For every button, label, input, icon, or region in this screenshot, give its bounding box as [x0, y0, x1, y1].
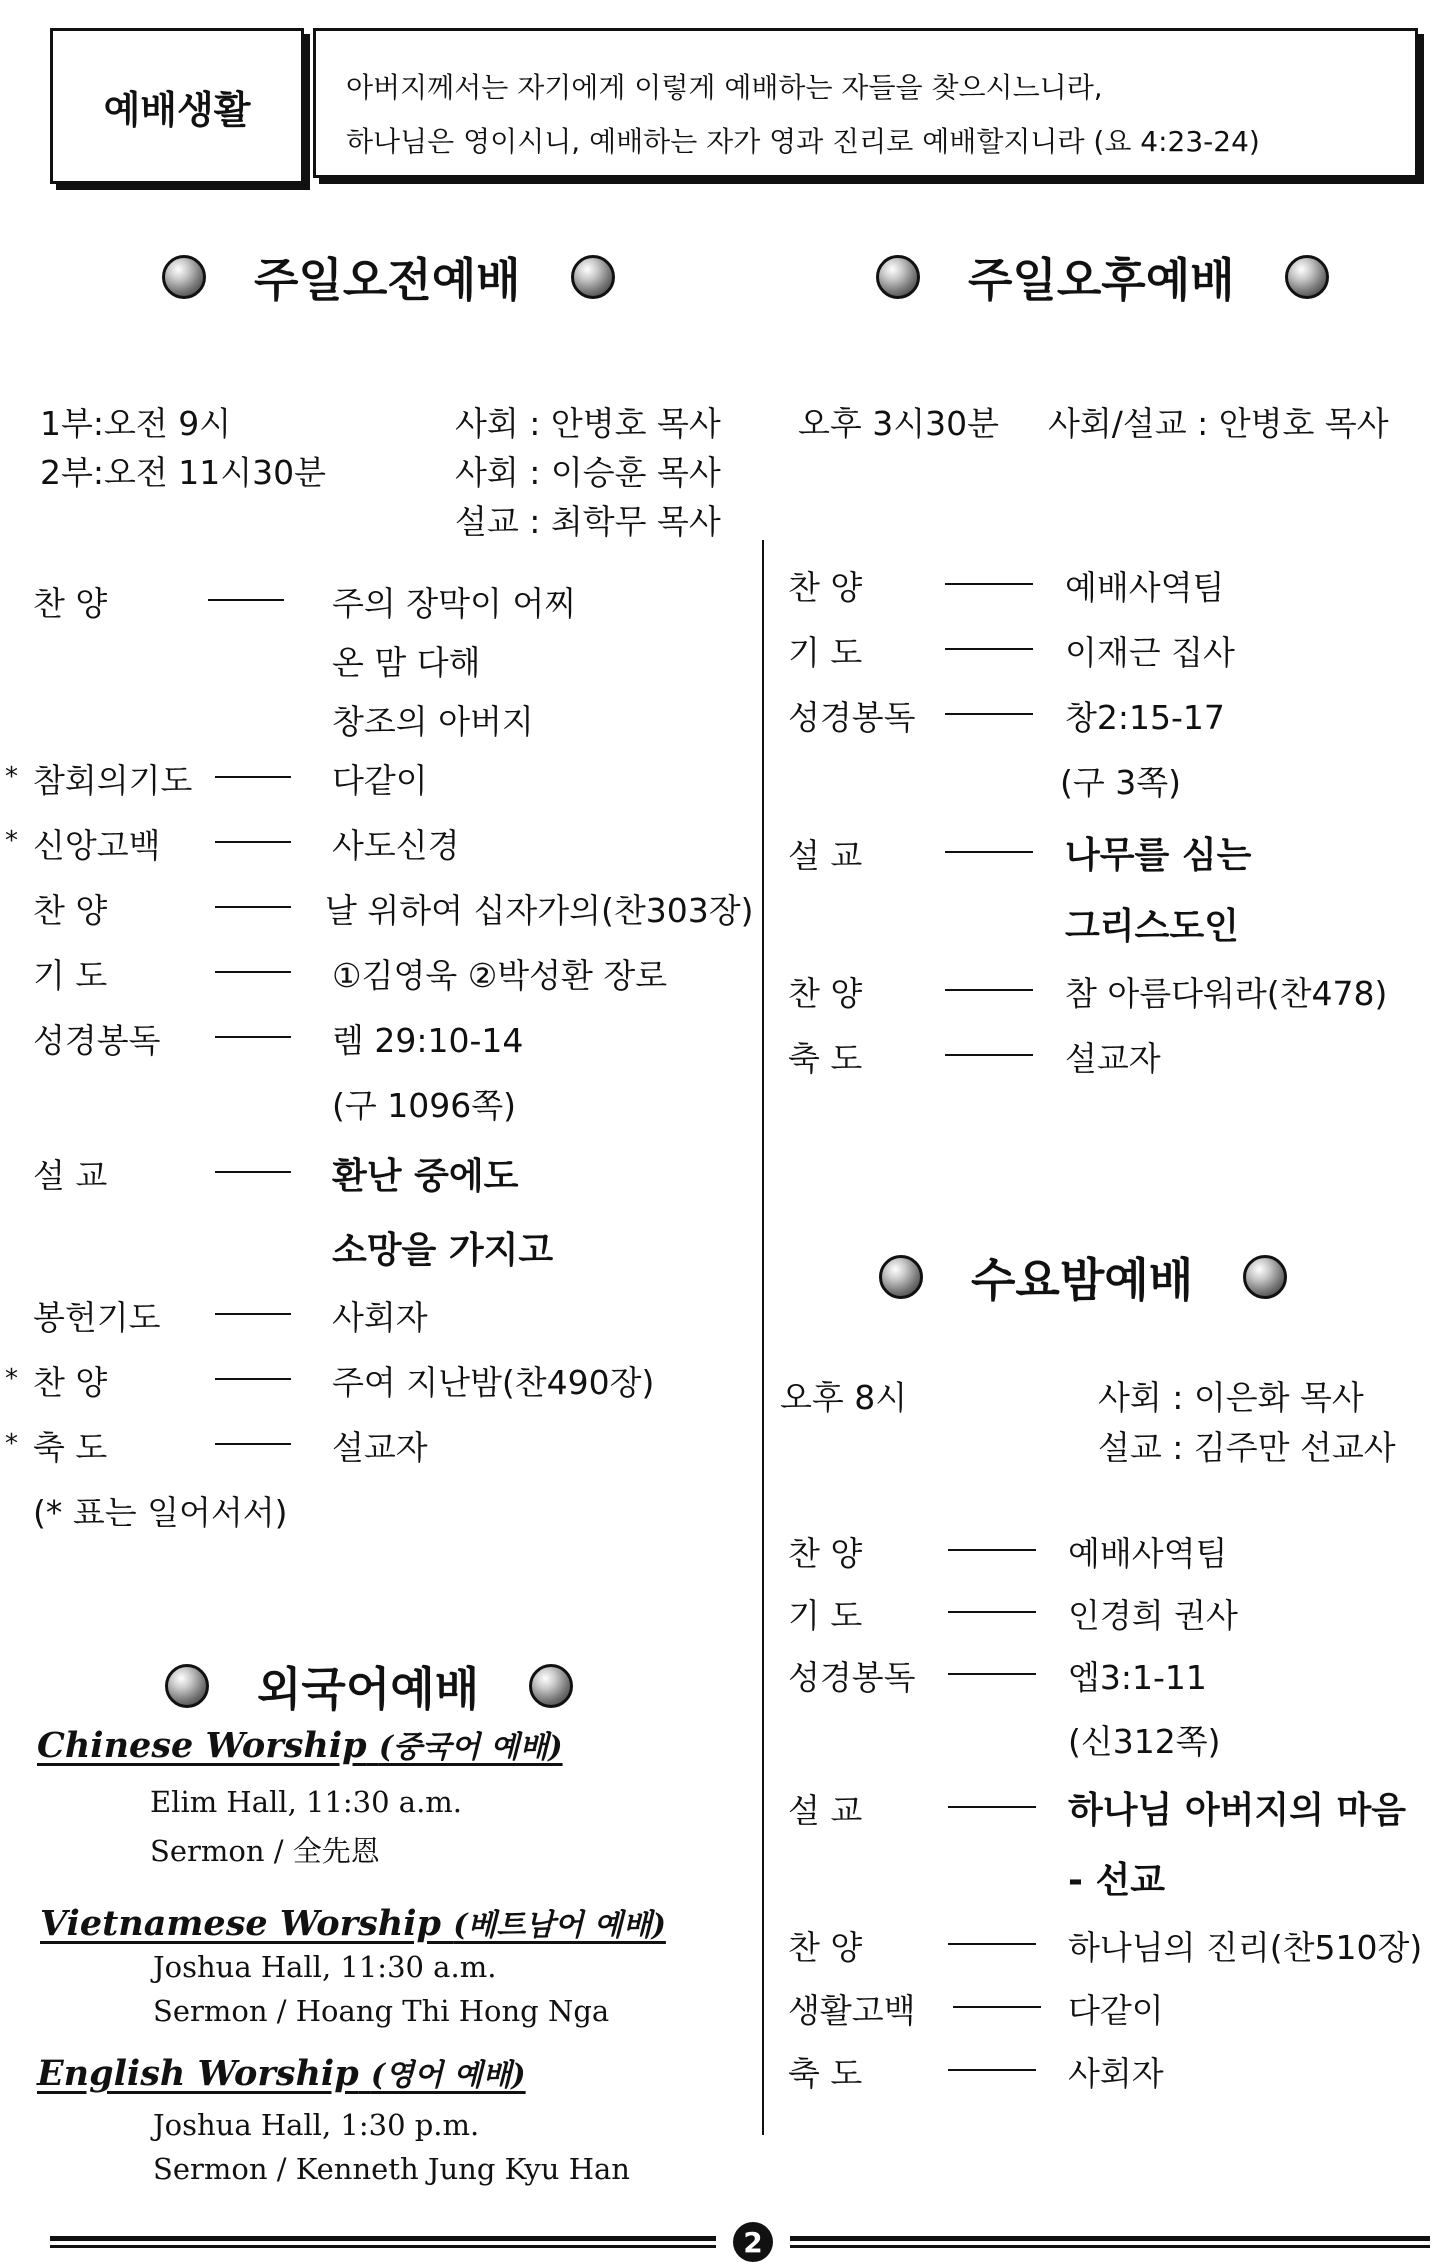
order-value: 사회자: [332, 1298, 428, 1337]
morning-time-1: 1부:오전 9시: [40, 404, 232, 443]
order-label: 찬 양: [33, 584, 108, 623]
standing-note: (* 표는 일어서서): [33, 1493, 288, 1532]
section-label-box: [50, 28, 304, 184]
order-label: 축 도: [33, 1428, 108, 1467]
order-label: 참회의기도: [33, 761, 193, 800]
sermon-title: 하나님 아버지의 마음: [1068, 1790, 1407, 1831]
order-label: 성경봉독: [33, 1021, 161, 1060]
afternoon-time: 오후 3시30분: [798, 404, 999, 443]
afternoon-leader: 사회/설교 : 안병호 목사: [1048, 404, 1389, 443]
order-dash: [215, 776, 291, 778]
sermon-title: 나무를 심는: [1065, 835, 1252, 876]
standing-mark: *: [5, 1429, 18, 1459]
vietnamese-worship-place: Joshua Hall, 11:30 a.m.: [153, 1950, 497, 1984]
order-value: 온 맘 다해: [332, 643, 481, 682]
order-value: 하나님의 진리(찬510장): [1068, 1928, 1423, 1967]
order-label: 축 도: [788, 2054, 863, 2093]
order-label: 기 도: [33, 956, 108, 995]
morning-title: 주일오전예배: [162, 244, 615, 310]
wednesday-time: 오후 8시: [780, 1378, 908, 1417]
order-value: 렘 29:10-14: [332, 1021, 524, 1060]
bullet-ball-icon: [879, 1255, 923, 1299]
order-dash: [215, 1443, 291, 1445]
order-dash: [953, 2006, 1041, 2008]
order-value: 날 위하여 십자가의(찬303장): [325, 891, 754, 930]
order-dash: [948, 1943, 1036, 1945]
order-value: 이재근 집사: [1065, 633, 1235, 672]
order-label: 축 도: [788, 1039, 863, 1078]
order-dash: [945, 989, 1033, 991]
wednesday-title: 수요밤예배: [879, 1244, 1287, 1310]
verse-line-2: 하나님은 영이시니, 예배하는 자가 영과 진리로 예배할지니라 (요 4:23-24): [346, 125, 1260, 158]
bullet-ball-icon: [165, 1664, 209, 1708]
chinese-worship-place: Elim Hall, 11:30 a.m.: [150, 1785, 463, 1819]
standing-mark: *: [5, 826, 18, 856]
order-label: 찬 양: [33, 1363, 108, 1402]
order-label: 찬 양: [788, 1928, 863, 1967]
order-value: 인경희 권사: [1068, 1596, 1238, 1635]
morning-leader-1: 사회 : 안병호 목사: [455, 404, 721, 443]
vietnamese-worship-heading: Vietnamese Worship (베트남어 예배): [40, 1903, 666, 1944]
order-label: 찬 양: [788, 974, 863, 1013]
morning-preacher: 설교 : 최학무 목사: [455, 502, 721, 541]
english-worship-heading: English Worship (영어 예배): [37, 2053, 526, 2094]
order-value: 창2:15-17: [1065, 698, 1225, 737]
order-value-sub: (구 1096쪽): [332, 1086, 516, 1125]
order-value: 창조의 아버지: [332, 702, 534, 741]
english-worship-sermon: Sermon / Kenneth Jung Kyu Han: [153, 2152, 630, 2186]
order-label: 찬 양: [788, 568, 863, 607]
order-value: 엡3:1-11: [1068, 1658, 1207, 1697]
order-dash: [945, 1054, 1033, 1056]
page-number: 2: [733, 2222, 773, 2262]
order-label: 봉헌기도: [33, 1298, 161, 1337]
section-label: 예배생활: [103, 87, 251, 132]
order-label: 찬 양: [788, 1534, 863, 1573]
order-dash: [945, 648, 1033, 650]
chinese-worship-heading: Chinese Worship (중국어 예배): [37, 1725, 563, 1766]
morning-leader-2: 사회 : 이승훈 목사: [455, 453, 721, 492]
footer-rule-left: [50, 2236, 716, 2248]
order-dash: [948, 1611, 1036, 1613]
order-dash: [208, 599, 284, 601]
order-dash: [948, 1673, 1036, 1675]
order-dash: [948, 1549, 1036, 1551]
bullet-ball-icon: [162, 255, 206, 299]
order-label: 성경봉독: [788, 698, 916, 737]
order-label: 설 교: [33, 1156, 108, 1195]
sermon-title: 그리스도인: [1065, 906, 1239, 947]
bullet-ball-icon: [571, 255, 615, 299]
foreign-title: 외국어예배: [165, 1653, 573, 1719]
order-label: 기 도: [788, 633, 863, 672]
order-value: 사도신경: [332, 826, 460, 865]
order-value: 주의 장막이 어찌: [332, 584, 577, 623]
order-dash: [215, 1171, 291, 1173]
column-divider: [762, 540, 764, 2135]
order-label: 생활고백: [788, 1991, 916, 2030]
order-value: 설교자: [1065, 1039, 1161, 1078]
verse-line-1: 아버지께서는 자기에게 이렇게 예배하는 자들을 찾으시느니라,: [346, 71, 1103, 104]
sermon-title: 환난 중에도: [332, 1156, 519, 1197]
order-dash: [945, 583, 1033, 585]
order-value: 예배사역팀: [1065, 568, 1225, 607]
order-dash: [215, 1036, 291, 1038]
standing-mark: *: [5, 762, 18, 792]
order-label: 설 교: [788, 836, 863, 875]
order-label: 찬 양: [33, 891, 108, 930]
order-value: 설교자: [332, 1428, 428, 1467]
order-value-sub: (신312쪽): [1068, 1722, 1221, 1761]
wednesday-leader: 사회 : 이은화 목사: [1098, 1378, 1364, 1417]
order-dash: [215, 1378, 291, 1380]
sermon-title: - 선교: [1068, 1860, 1166, 1901]
order-value: 참 아름다워라(찬478): [1065, 974, 1388, 1013]
chinese-worship-sermon: Sermon / 全先恩: [150, 1834, 380, 1868]
footer-rule-right: [790, 2236, 1430, 2248]
order-value: ①김영욱 ②박성환 장로: [332, 956, 668, 995]
order-dash: [215, 841, 291, 843]
order-value: 예배사역팀: [1068, 1534, 1228, 1573]
afternoon-title: 주일오후예배: [876, 244, 1329, 310]
vietnamese-worship-sermon: Sermon / Hoang Thi Hong Nga: [153, 1994, 610, 2028]
order-value: 주여 지난밤(찬490장): [332, 1363, 655, 1402]
order-dash: [215, 1313, 291, 1315]
order-value-sub: (구 3쪽): [1060, 763, 1181, 802]
order-dash: [948, 1806, 1036, 1808]
english-worship-place: Joshua Hall, 1:30 p.m.: [153, 2108, 480, 2142]
order-value: 사회자: [1068, 2054, 1164, 2093]
bullet-ball-icon: [529, 1664, 573, 1708]
bullet-ball-icon: [1243, 1255, 1287, 1299]
order-label: 성경봉독: [788, 1658, 916, 1697]
order-label: 신앙고백: [33, 826, 161, 865]
order-label: 설 교: [788, 1791, 863, 1830]
order-dash: [948, 2069, 1036, 2071]
sermon-title: 소망을 가지고: [332, 1230, 554, 1271]
order-dash: [215, 971, 291, 973]
bullet-ball-icon: [1285, 255, 1329, 299]
order-value: 다같이: [1068, 1991, 1164, 2030]
wednesday-preacher: 설교 : 김주만 선교사: [1098, 1428, 1396, 1467]
morning-time-2: 2부:오전 11시30분: [40, 453, 326, 492]
verse-box: [313, 28, 1418, 178]
order-dash: [945, 851, 1033, 853]
order-dash: [215, 906, 291, 908]
order-label: 기 도: [788, 1596, 863, 1635]
standing-mark: *: [5, 1364, 18, 1394]
order-dash: [945, 713, 1033, 715]
bullet-ball-icon: [876, 255, 920, 299]
order-value: 다같이: [332, 761, 428, 800]
